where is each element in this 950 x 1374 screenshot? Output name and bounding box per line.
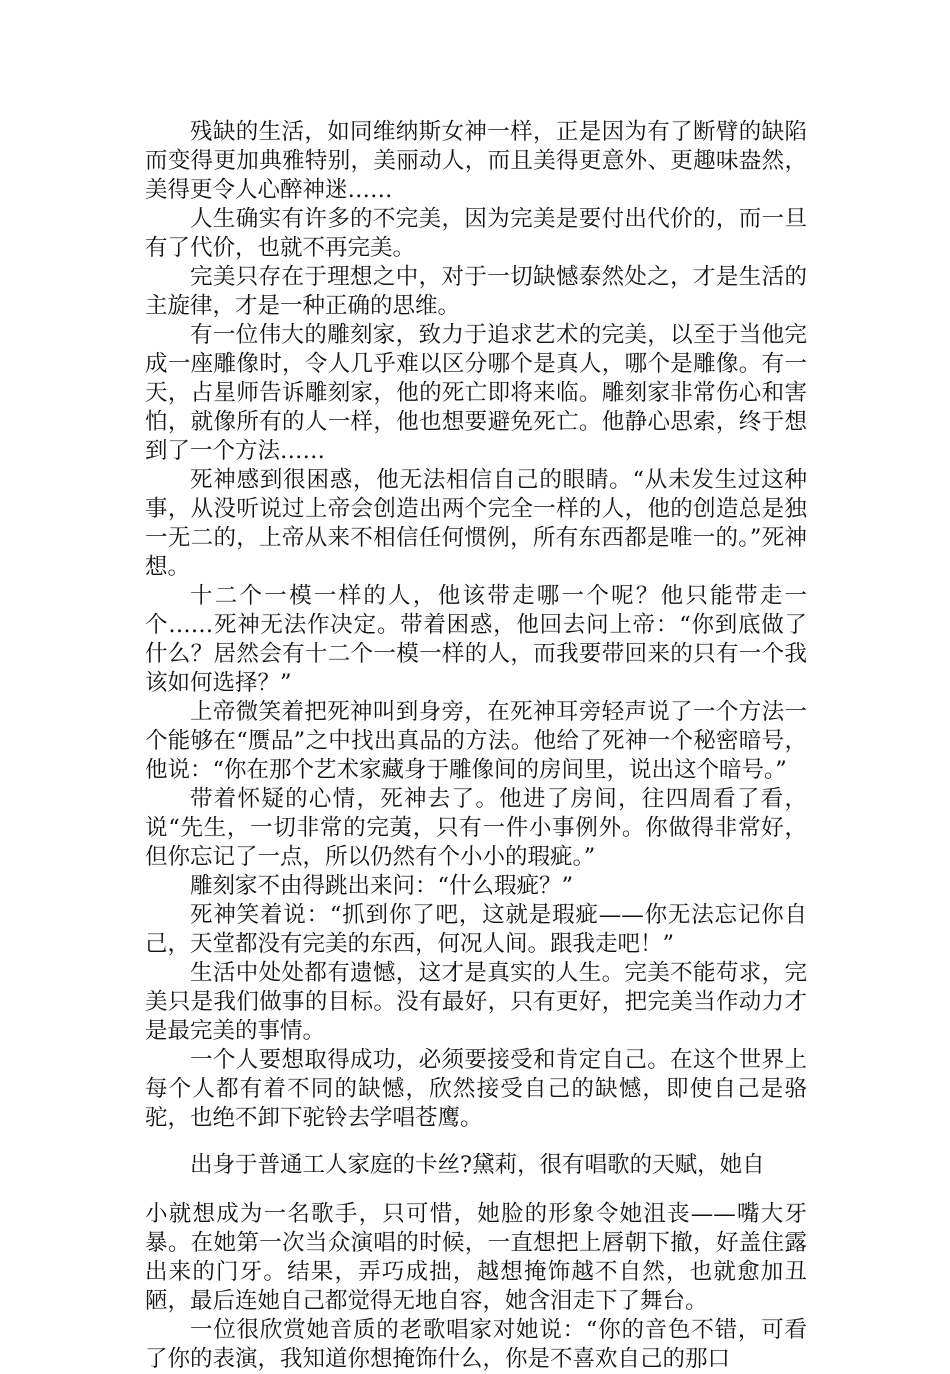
paragraph-10: 死神笑着说：“抓到你了吧，这就是瑕疵——你无法忘记你自己，天堂都没有完美的东西，何况人间。跟我走吧！” <box>145 902 807 957</box>
paragraph-11: 生活中处处都有遗憾，这才是真实的人生。完美不能苟求，完美只是我们做事的目标。没有最好，只有更好，把完美当作动力才是最完美的事情。 <box>145 960 807 1044</box>
paragraph-7: 上帝微笑着把死神叫到身旁，在死神耳旁轻声说了一个方法一个能够在“赝品”之中找出真品的方法。他给了死神一个秘密暗号，他说：“你在那个艺术家藏身于雕像间的房间里，说出这个暗号。” <box>145 699 807 783</box>
paragraph-8: 带着怀疑的心情，死神去了。他进了房间，往四周看了看，说“先生，一切非常的完荑，只有一件小事例外。你做得非常好，但你忘记了一点，所以仍然有个小小的瑕疵。” <box>145 786 807 870</box>
paragraph-15: 一位很欣赏她音质的老歌唱家对她说：“你的音色不错，可看了你的表演，我知道你想掩饰什么，你是不喜欢自己的那口 <box>145 1317 807 1372</box>
paragraph-6: 十二个一模一样的人，他该带走哪一个呢？他只能带走一个……死神无法作决定。带着困惑，他回去问上帝：“你到底做了什么？居然会有十二个一模一样的人，而我要带回来的只有一个我该如何选择？” <box>145 583 807 696</box>
article-body <box>145 118 807 1374</box>
paragraph-5: 死神感到很困惑，他无法相信自己的眼睛。“从未发生过这种事，从没听说过上帝会创造出两个完全一样的人，他的创造总是独一无二的，上帝从来不相信任何惯例，所有东西都是唯一的。”死神想。 <box>145 467 807 580</box>
paragraph-9: 雕刻家不由得跳出来问：“什么瑕疵？” <box>190 873 574 899</box>
paragraph-2: 人生确实有许多的不完美，因为完美是要付出代价的，而一旦有了代价，也就不再完美。 <box>145 206 807 261</box>
paragraph-3: 完美只存在于理想之中，对于一切缺憾泰然处之，才是生活的主旋律，才是一种正确的思维。 <box>145 264 807 319</box>
paragraph-1: 残缺的生活，如同维纳斯女神一样，正是因为有了断臂的缺陷而变得更加典雅特别，美丽动人，而且美得更意外、更趣味盎然，美得更令人心醉神迷…… <box>145 119 807 203</box>
paragraph-12: 一个人要想取得成功，必须要接受和肯定自己。在这个世界上每个人都有着不同的缺憾，欣然接受自己的缺憾，即使自己是骆驼，也绝不卸下驼铃去学唱苍鹰。 <box>145 1047 807 1131</box>
paragraph-13: 出身于普通工人家庭的卡丝?黛莉，很有唱歌的天赋，她自 <box>190 1152 765 1178</box>
paragraph-14: 小就想成为一名歌手，只可惜，她脸的形象令她沮丧——嘴大牙暴。在她第一次当众演唱的时候，一直想把上唇朝下撤，好盖住露出来的门牙。结果，弄巧成拙，越想掩饰越不自然，也就愈加丑陋，最后连她自己都觉得无地自容，她含泪走下了舞台。 <box>145 1201 807 1314</box>
paragraph-4: 有一位伟大的雕刻家，致力于追求艺术的完美，以至于当他完成一座雕像时，令人几乎难以区分哪个是真人，哪个是雕像。有一天，占星师告诉雕刻家，他的死亡即将来临。雕刻家非常伤心和害怕，就像所有的人一样，他也想要避免死亡。他静心思索，终于想到了一个方法…… <box>145 322 807 464</box>
